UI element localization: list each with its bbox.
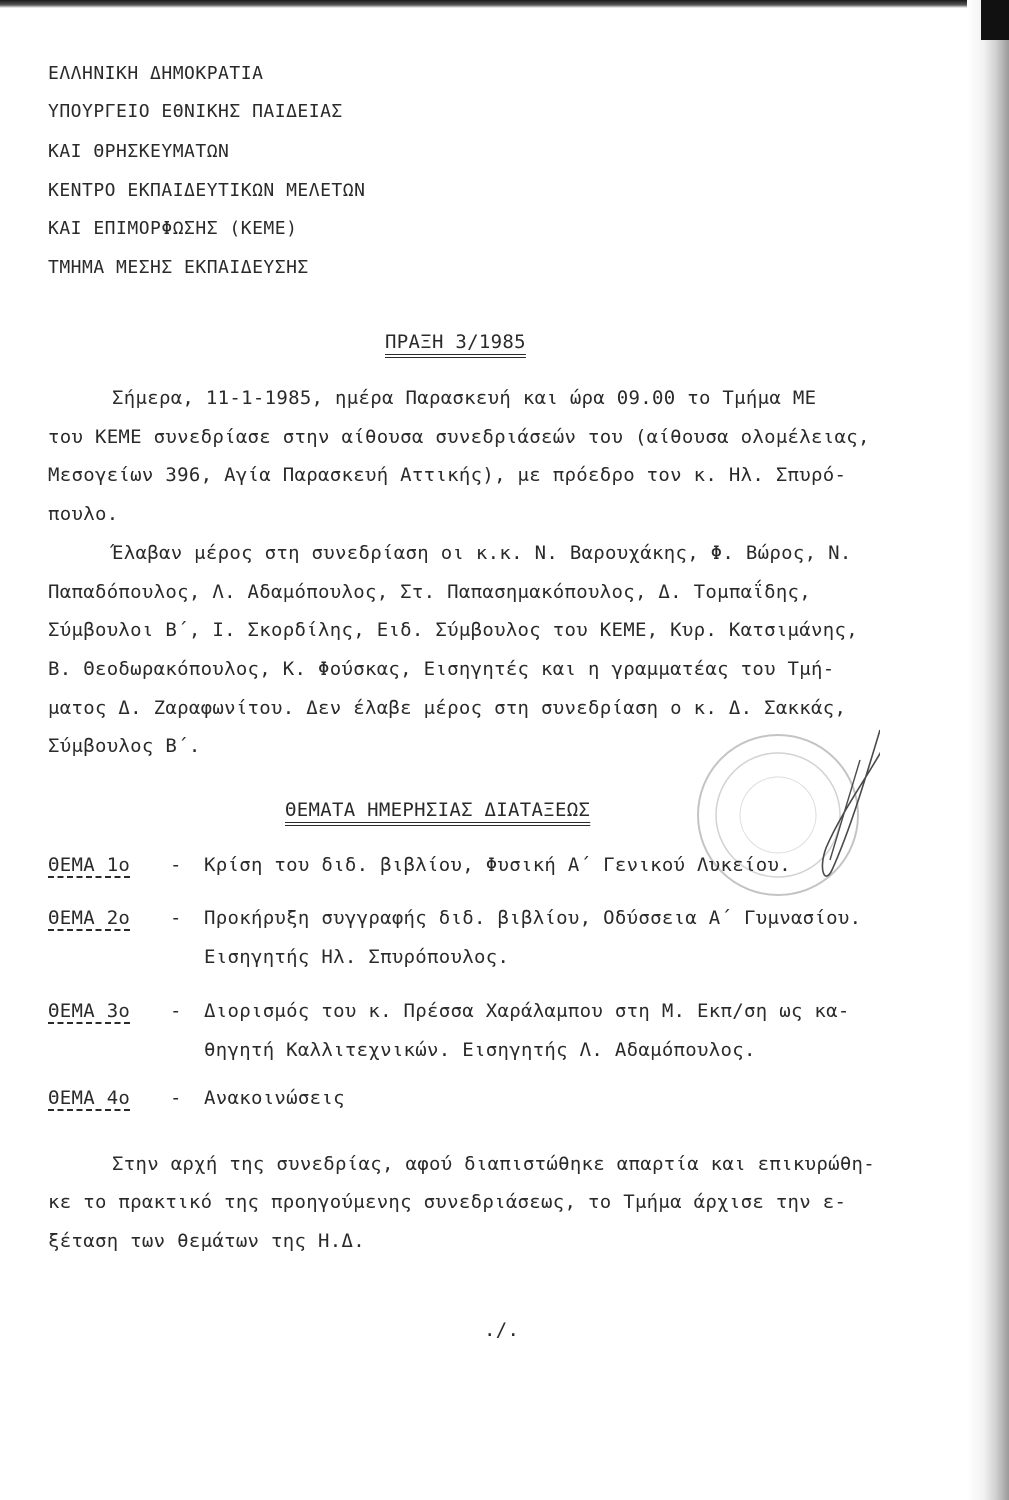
intro-line-2: του ΚΕΜΕ συνεδρίασε στην αίθουσα συνεδριάσεών του (αίθουσα ολομέλειας, bbox=[48, 426, 870, 448]
agenda-item-3-text-1: Διορισμός του κ. Πρέσσα Χαράλαμπου στη Μ. Εκπ/ση ως κα- bbox=[204, 1000, 850, 1022]
agenda-item-4-text: Ανακοινώσεις bbox=[204, 1087, 345, 1109]
official-stamp-icon bbox=[690, 720, 880, 910]
header-line-3: ΚΑΙ ΘΡΗΣΚΕΥΜΑΤΩΝ bbox=[48, 141, 230, 162]
attendees-line-3: Σύμβουλοι Β΄, Ι. Σκορδίλης, Ειδ. Σύμβουλος του ΚΕΜΕ, Κυρ. Κατσιμάνης, bbox=[48, 619, 858, 641]
agenda-item-2-label: ΘΕΜΑ 2ο bbox=[48, 907, 131, 929]
agenda-item-3-label: ΘΕΜΑ 3ο bbox=[48, 1000, 131, 1022]
continuation-mark: ./. bbox=[484, 1319, 520, 1341]
agenda-item-3-text-2: θηγητή Καλλιτεχνικών. Εισηγητής Λ. Αδαμόπουλος. bbox=[204, 1039, 756, 1061]
intro-line-4: πουλο. bbox=[48, 503, 119, 525]
attendees-line-1: Έλαβαν μέρος στη συνεδρίαση οι κ.κ. Ν. Βαρουχάκης, Φ. Βώρος, Ν. bbox=[112, 542, 852, 564]
page-title: ΠΡΑΞΗ 3/1985 bbox=[385, 331, 526, 353]
attendees-line-6: Σύμβουλος Β΄. bbox=[48, 735, 201, 757]
agenda-item-4-label: ΘΕΜΑ 4ο bbox=[48, 1087, 131, 1109]
agenda-item-4-dash: - bbox=[170, 1087, 182, 1109]
attendees-line-5: ματος Δ. Ζαραφωνίτου. Δεν έλαβε μέρος στη συνεδρίαση ο κ. Δ. Σακκάς, bbox=[48, 697, 847, 719]
agenda-item-2-text-1: Προκήρυξη συγγραφής διδ. βιβλίου, Οδύσσεια Α΄ Γυμνασίου. bbox=[204, 907, 862, 929]
closing-line-3: ξέταση των θεμάτων της Η.Δ. bbox=[48, 1230, 365, 1252]
header-line-4: ΚΕΝΤΡΟ ΕΚΠΑΙΔΕΥΤΙΚΩΝ ΜΕΛΕΤΩΝ bbox=[48, 180, 366, 201]
header-line-2: ΥΠΟΥΡΓΕΙΟ ΕΘΝΙΚΗΣ ΠΑΙΔΕΙΑΣ bbox=[48, 101, 343, 122]
agenda-item-2-text-2: Εισηγητής Ηλ. Σπυρόπουλος. bbox=[204, 946, 510, 968]
agenda-title: ΘΕΜΑΤΑ ΗΜΕΡΗΣΙΑΣ ΔΙΑΤΑΞΕΩΣ bbox=[285, 799, 591, 821]
agenda-item-1-label: ΘΕΜΑ 1ο bbox=[48, 854, 131, 876]
intro-line-1: Σήμερα, 11-1-1985, ημέρα Παρασκευή και ώρα 09.00 το Τμήμα ΜΕ bbox=[112, 387, 817, 409]
closing-line-1: Στην αρχή της συνεδρίας, αφού διαπιστώθηκε απαρτία και επικυρώθη- bbox=[112, 1153, 876, 1175]
agenda-item-1-text: Κρίση του διδ. βιβλίου, Φυσική Α΄ Γενικού Λυκείου. bbox=[204, 854, 791, 876]
attendees-line-4: Β. Θεοδωρακόπουλος, Κ. Φούσκας, Εισηγητές και η γραμματέας του Τμή- bbox=[48, 658, 835, 680]
agenda-item-1-dash: - bbox=[170, 854, 182, 876]
header-line-5: ΚΑΙ ΕΠΙΜΟΡΦΩΣΗΣ (ΚΕΜΕ) bbox=[48, 218, 298, 239]
agenda-item-3-dash: - bbox=[170, 1000, 182, 1022]
agenda-item-2-dash: - bbox=[170, 907, 182, 929]
attendees-line-2: Παπαδόπουλος, Λ. Αδαμόπουλος, Στ. Παπασημακόπουλος, Δ. Τομπαΐδης, bbox=[48, 581, 812, 603]
closing-line-2: κε το πρακτικό της προηγούμενης συνεδριάσεως, το Τμήμα άρχισε την ε- bbox=[48, 1191, 847, 1213]
intro-line-3: Μεσογείων 396, Αγία Παρασκευή Αττικής), με πρόεδρο τον κ. Ηλ. Σπυρό- bbox=[48, 464, 847, 486]
header-line-6: ΤΜΗΜΑ ΜΕΣΗΣ ΕΚΠΑΙΔΕΥΣΗΣ bbox=[48, 257, 309, 278]
header-line-1: ΕΛΛΗΝΙΚΗ ΔΗΜΟΚΡΑΤΙΑ bbox=[48, 63, 264, 84]
